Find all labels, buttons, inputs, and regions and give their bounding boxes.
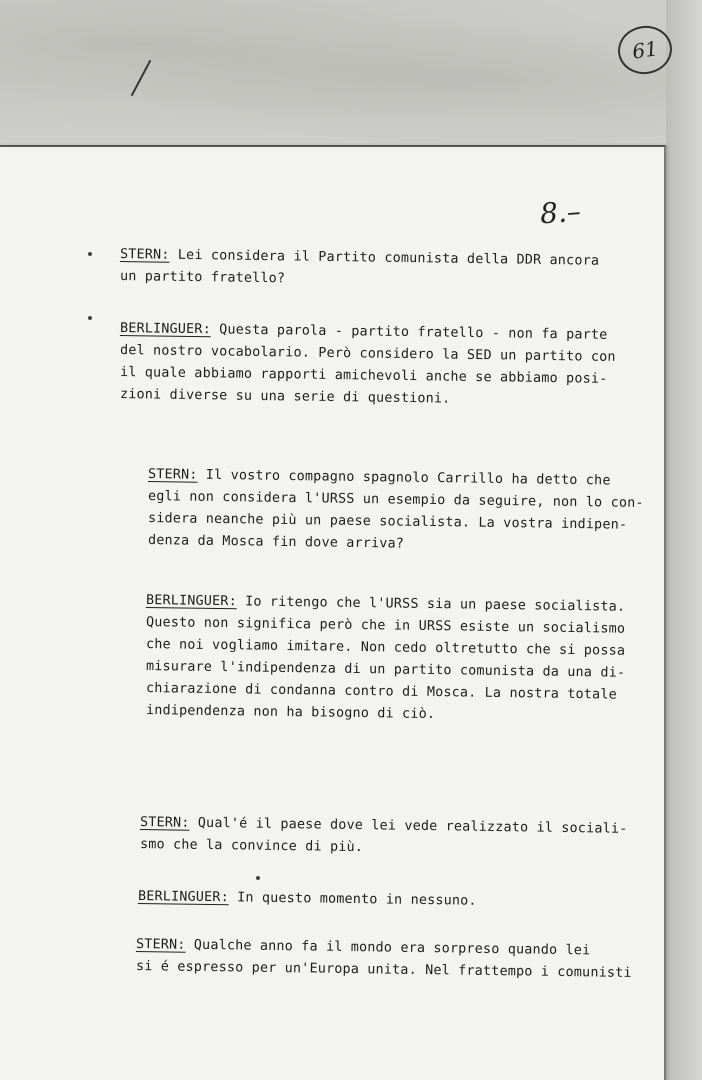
speaker-label: BERLINGUER:: [145, 593, 237, 610]
dialogue-line: STERN: Il vostro compagno spagnolo Carrillo ha detto che: [147, 467, 611, 489]
dialogue-block-berlinguer-2: [146, 590, 625, 722]
speck-mark: [88, 316, 92, 320]
dialogue-line: si é espresso per un'Europa unita. Nel frattempo i comunisti: [135, 959, 632, 981]
speaker-label: STERN:: [147, 467, 198, 483]
dialogue-line: un partito fratello?: [119, 269, 286, 287]
dialogue-line: STERN: Qual'é il paese dove lei vede realizzato il sociali-: [139, 815, 628, 837]
page-edge-strip: [666, 0, 702, 1080]
dialogue-line: chiarazione di condanna contro di Mosca. La nostra totale: [145, 681, 618, 703]
dialogue-block-stern-1: [120, 244, 599, 288]
speaker-label: BERLINGUER:: [119, 321, 211, 338]
speck-mark: [88, 252, 92, 256]
dialogue-line: STERN: Lei considera il Partito comunista della DDR ancora: [119, 247, 600, 269]
dialogue-line: BERLINGUER: Questa parola - partito fratello - non fa parte: [119, 321, 608, 343]
photocopy-top-band: [0, 0, 702, 148]
dialogue-line: indipendenza non ha bisogno di ciò.: [145, 703, 436, 723]
speaker-label: STERN:: [119, 247, 170, 263]
dialogue-line: egli non considera l'URSS un esempio da seguire, non lo con-: [147, 489, 644, 511]
speck-mark: [256, 876, 260, 880]
dialogue-line: Questo non significa però che in URSS esiste un socialismo: [145, 615, 626, 637]
speaker-label: BERLINGUER:: [137, 889, 229, 906]
dialogue-line: misurare l'indipendenza di un partito comunista da una di-: [145, 659, 626, 681]
dialogue-line: BERLINGUER: Io ritengo che l'URSS sia un paese socialista.: [145, 593, 626, 615]
handwritten-page-marker: 8.–: [538, 194, 582, 231]
dialogue-line: BERLINGUER: In questo momento in nessuno.: [137, 889, 477, 909]
speaker-label: STERN:: [135, 937, 186, 953]
dialogue-block-stern-4: [135, 934, 632, 981]
dialogue-line: denza da Mosca fin dove arriva?: [147, 533, 405, 552]
dialogue-line: che noi vogliamo imitare. Non cedo oltretutto che si possa: [145, 637, 626, 659]
dialogue-line: STERN: Qualche anno fa il mondo era sorpreso quando lei: [135, 937, 591, 959]
dialogue-line: del nostro vocabolario. Però considero la SED un partito con: [119, 343, 616, 365]
dialogue-line: smo che la convince di più.: [139, 837, 364, 856]
dialogue-block-stern-2: [148, 464, 644, 552]
dialogue-block-berlinguer-1: [120, 318, 616, 406]
dialogue-line: sidera neanche più un paese socialista. La vostra indipen-: [147, 511, 628, 533]
dialogue-line: zioni diverse su una serie di questioni.: [119, 387, 451, 407]
dialogue-block-berlinguer-3: [138, 886, 477, 908]
speaker-label: STERN:: [139, 815, 190, 831]
stamp-number: 61: [630, 36, 660, 64]
dialogue-block-stern-3: [140, 812, 627, 856]
dialogue-line: il quale abbiamo rapporti amichevoli anche se abbiamo posi-: [119, 365, 608, 387]
